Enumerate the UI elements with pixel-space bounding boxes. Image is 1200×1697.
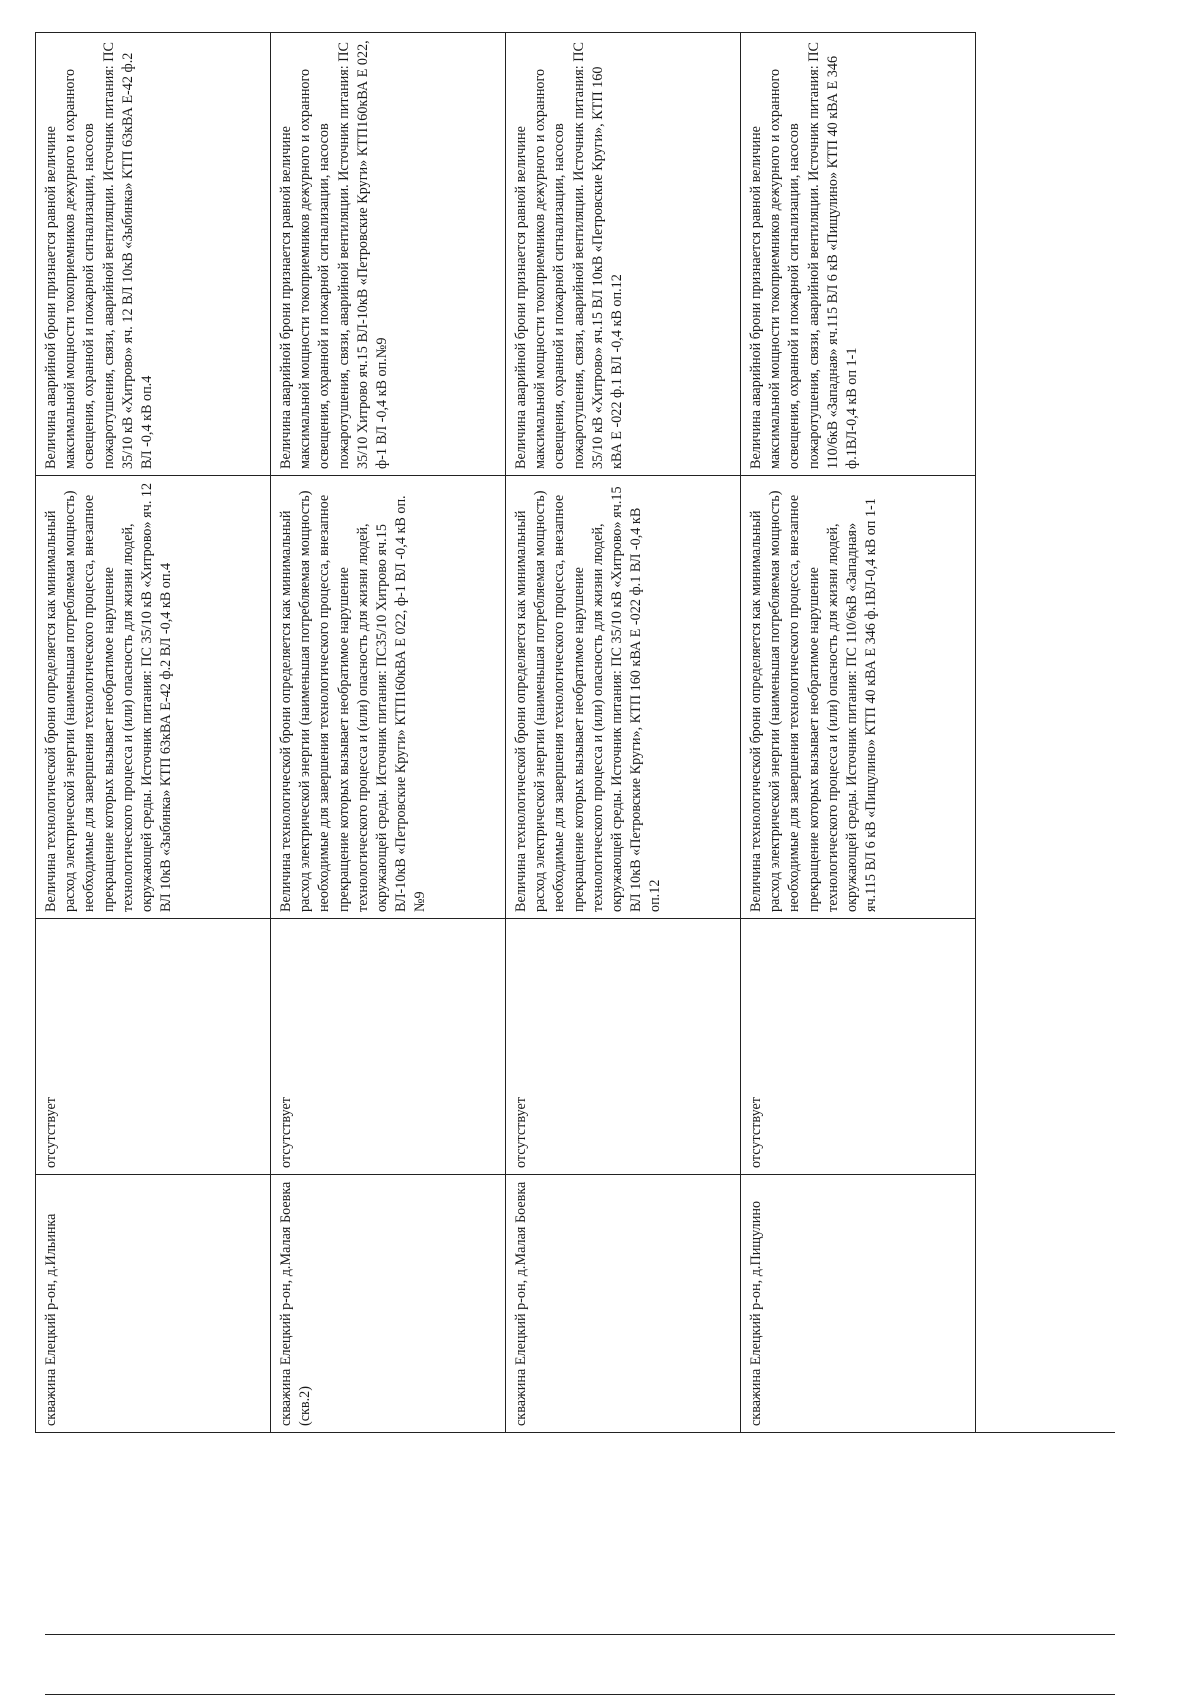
table-row: [36, 33, 271, 1433]
reserve-table: [35, 32, 976, 1433]
table-row: [506, 33, 741, 1433]
tech-reserve-cell: Величина технологической брони определяется как минимальный расход электрической энергии (наименьшая потребляемая мощность) необходимые для завершения технологического процесса, внезапное прекращение которых вызывает необратимое нарушение технологического процесса и (или) опасность для жизни людей, окружающей среды. Источник питания: ПС 35/10 кВ «Хитрово» яч.15 ВЛ 10кВ «Петровские Круги», КТП 160 кВА Е -022 ф.1 ВЛ -0,4 кВ оп.12: [506, 476, 741, 919]
object-cell: скважина Елецкий р-он, д.Малая Боевка: [506, 1175, 741, 1433]
horizontal-rule-middle: [45, 1634, 1115, 1635]
table-row: [741, 33, 976, 1433]
tech-reserve-cell: Величина технологической брони определяется как минимальный расход электрической энергии (наименьшая потребляемая мощность) необходимые для завершения технологического процесса, внезапное прекращение которых вызывает необратимое нарушение технологического процесса и (или) опасность для жизни людей, окружающей среды. Источник питания: ПС35/10 Хитрово яч.15 ВЛ-10кВ «Петровские Круги» КТП160кВА Е 022, ф-1 ВЛ -0,4 кВ оп.№9: [271, 476, 506, 919]
horizontal-rule-bottom: [45, 1694, 1115, 1695]
rotated-table-container: [35, 33, 975, 1433]
category-cell: отсутствует: [36, 919, 271, 1175]
category-cell: отсутствует: [506, 919, 741, 1175]
tech-reserve-cell: Величина технологической брони определяется как минимальный расход электрической энергии (наименьшая потребляемая мощность) необходимые для завершения технологического процесса, внезапное прекращение которых вызывает необратимое нарушение технологического процесса и (или) опасность для жизни людей, окружающей среды. Источник питания: ПС 35/10 кВ «Хитрово» яч. 12 ВЛ 10кВ «Зыбинка» КТП 63кВА Е-42 ф.2 ВЛ -0,4 кВ оп.4: [36, 476, 271, 919]
object-cell: скважина Елецкий р-он, д.Малая Боевка (скв.2): [271, 1175, 506, 1433]
emergency-reserve-cell: Величина аварийной брони признается равной величине максимальной мощности токоприемников дежурного и охранного освещения, охранной и пожарной сигнализации, насосов пожаротушения, связи, аварийной вентиляции. Источник питания: ПС 110/6кВ «Западная» яч.115 ВЛ 6 кВ «Пищулино» КТП 40 кВА Е 346 ф.1ВЛ-0,4 кВ оп 1-1: [741, 33, 976, 476]
object-cell: скважина Елецкий р-он, д.Пищулино: [741, 1175, 976, 1433]
table-row: [271, 33, 506, 1433]
category-cell: отсутствует: [741, 919, 976, 1175]
emergency-reserve-cell: Величина аварийной брони признается равной величине максимальной мощности токоприемников дежурного и охранного освещения, охранной и пожарной сигнализации, насосов пожаротушения, связи, аварийной вентиляции. Источник питания: ПС 35/10 Хитрово яч.15 ВЛ-10кВ «Петровские Круги» КТП160кВА Е 022, ф-1 ВЛ -0,4 кВ оп.№9: [271, 33, 506, 476]
tech-reserve-cell: Величина технологической брони определяется как минимальный расход электрической энергии (наименьшая потребляемая мощность) необходимые для завершения технологического процесса, внезапное прекращение которых вызывает необратимое нарушение технологического процесса и (или) опасность для жизни людей, окружающей среды. Источник питания: ПС 110/6кВ «Западная» яч.115 ВЛ 6 кВ «Пищулино» КТП 40 кВА Е 346 ф.1ВЛ-0,4 кВ оп 1-1: [741, 476, 976, 919]
emergency-reserve-cell: Величина аварийной брони признается равной величине максимальной мощности токоприемников дежурного и охранного освещения, охранной и пожарной сигнализации, насосов пожаротушения, связи, аварийной вентиляции. Источник питания: ПС 35/10 кВ «Хитрово» яч.15 ВЛ 10кВ «Петровские Круги», КТП 160 кВА Е -022 ф.1 ВЛ -0,4 кВ оп.12: [506, 33, 741, 476]
emergency-reserve-cell: Величина аварийной брони признается равной величине максимальной мощности токоприемников дежурного и охранного освещения, охранной и пожарной сигнализации, насосов пожаротушения, связи, аварийной вентиляции. Источник питания: ПС 35/10 кВ «Хитрово» яч. 12 ВЛ 10кВ «Зыбинка» КТП 63кВА Е-42 ф.2 ВЛ -0,4 кВ оп.4: [36, 33, 271, 476]
category-cell: отсутствует: [271, 919, 506, 1175]
object-cell: скважина Елецкий р-он, д.Ильинка: [36, 1175, 271, 1433]
